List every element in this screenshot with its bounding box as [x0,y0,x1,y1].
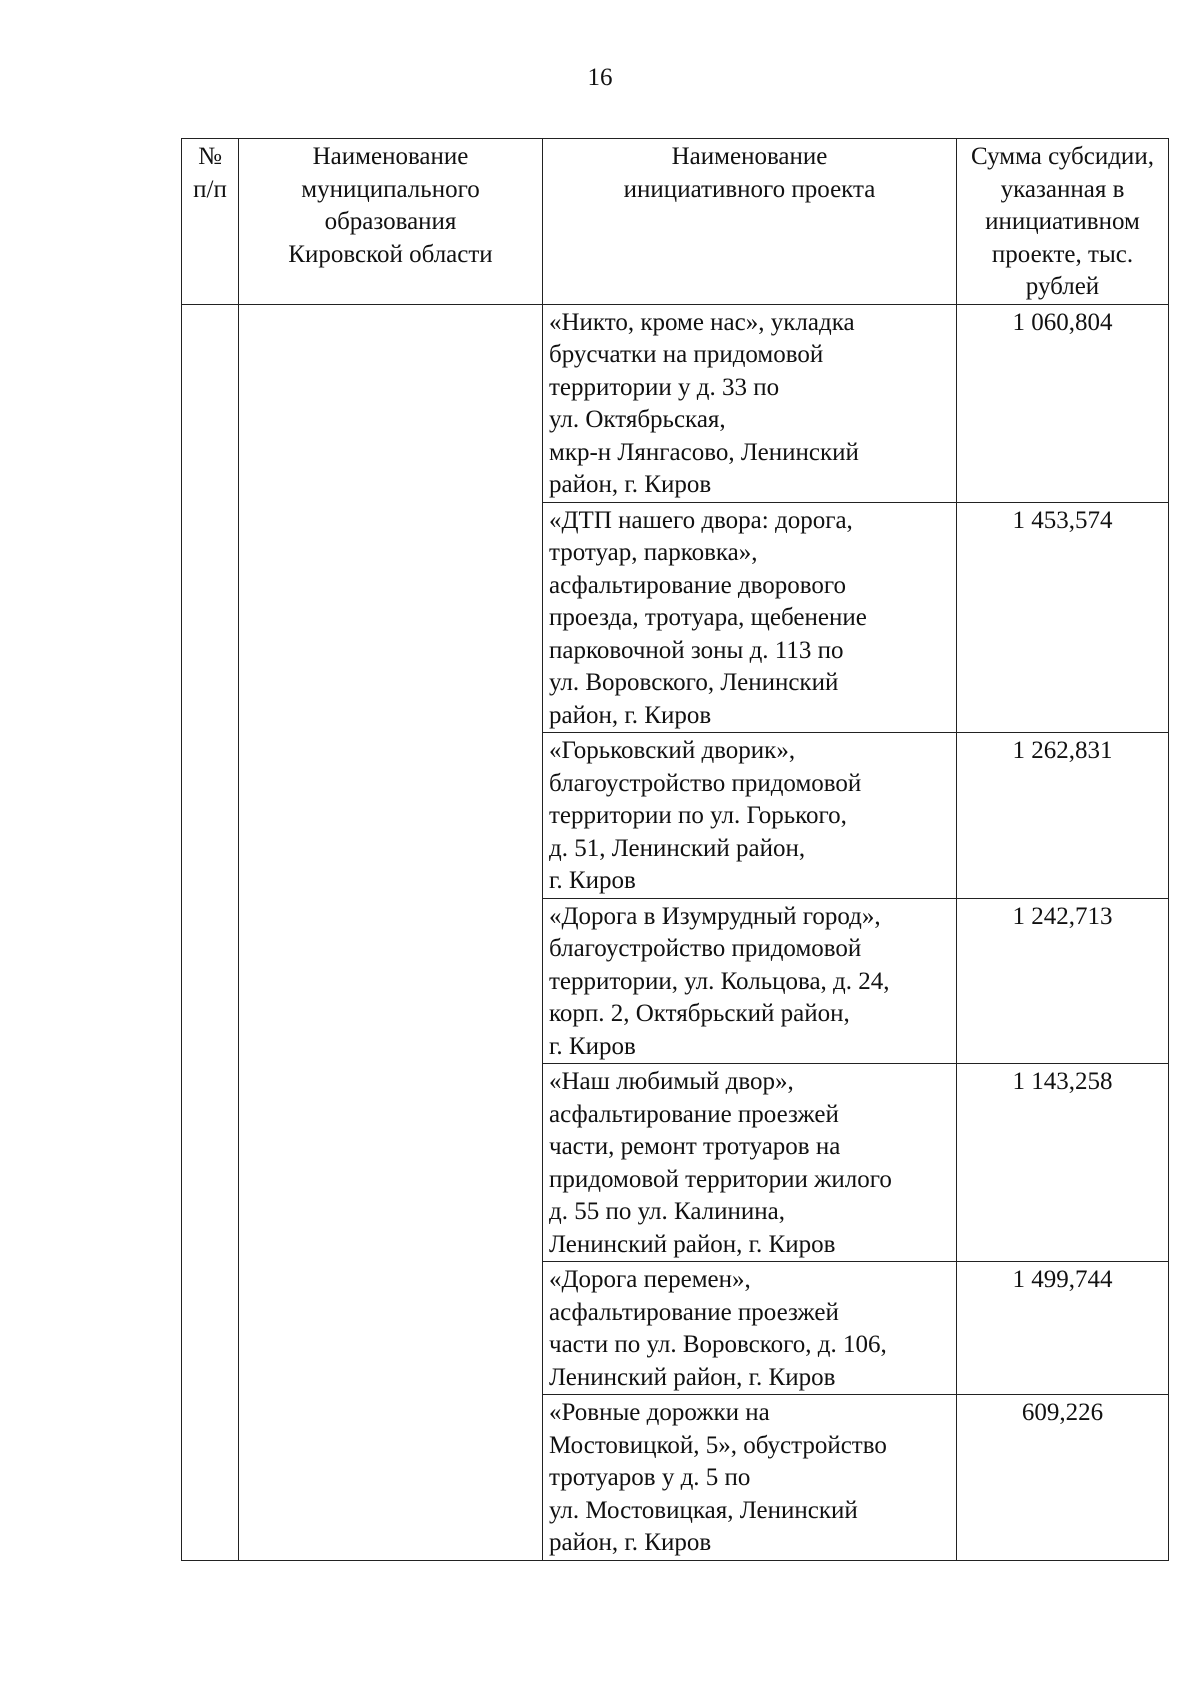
subsidy-table [181,138,1169,1561]
header-project: Наименование инициативного проекта [543,139,957,305]
amount-cell: 1 262,831 [957,733,1169,899]
page-number: 16 [587,64,613,91]
table-header-row [182,139,1169,305]
amount-cell: 1 060,804 [957,304,1169,502]
header-number: № п/п [182,139,239,305]
project-cell: «Дорога перемен», асфальтирование проезжей части по ул. Воровского, д. 106, Ленинский район, г. Киров [543,1262,957,1395]
amount-cell: 1 453,574 [957,502,1169,733]
project-cell: «ДТП нашего двора: дорога, тротуар, парковка», асфальтирование дворового проезда, тротуара, щебенение парковочной зоны д. 113 по ул. Воровского, Ленинский район, г. Киров [543,502,957,733]
amount-cell: 1 242,713 [957,898,1169,1064]
number-cell-empty [182,304,239,1560]
header-amount: Сумма субсидии, указанная в инициативном проекте, тыс. рублей [957,139,1169,305]
table-row [182,304,1169,502]
project-cell: «Никто, кроме нас», укладка брусчатки на придомовой территории у д. 33 по ул. Октябрьская, мкр-н Лянгасово, Ленинский район, г. Киров [543,304,957,502]
municipality-cell-empty [239,304,543,1560]
amount-cell: 609,226 [957,1395,1169,1561]
project-cell: «Горьковский дворик», благоустройство придомовой территории по ул. Горького, д. 51, Ленинский район, г. Киров [543,733,957,899]
amount-cell: 1 143,258 [957,1064,1169,1262]
project-cell: «Дорога в Изумрудный город», благоустройство придомовой территории, ул. Кольцова, д. 24, корп. 2, Октябрьский район, г. Киров [543,898,957,1064]
project-cell: «Ровные дорожки на Мостовицкой, 5», обустройство тротуаров у д. 5 по ул. Мостовицкая, Ленинский район, г. Киров [543,1395,957,1561]
header-municipality: Наименование муниципального образования Кировской области [239,139,543,305]
project-cell: «Наш любимый двор», асфальтирование проезжей части, ремонт тротуаров на придомовой территории жилого д. 55 по ул. Калинина, Ленинский район, г. Киров [543,1064,957,1262]
amount-cell: 1 499,744 [957,1262,1169,1395]
